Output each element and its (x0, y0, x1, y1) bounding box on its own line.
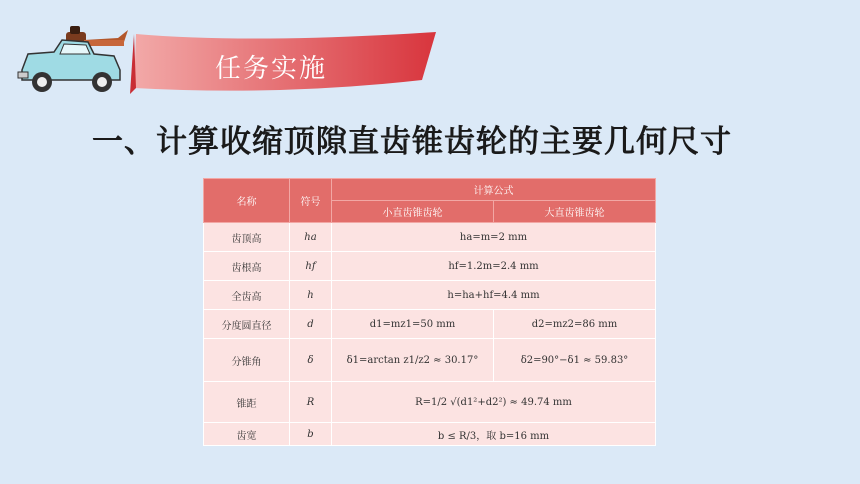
row-large-formula: d2=mz2=86 mm (494, 310, 656, 339)
col-formula-header: 计算公式 (332, 179, 656, 201)
row-symbol: δ (290, 339, 332, 382)
row-formula: R=1/2 √(d1²+d2²) ≈ 49.74 mm (332, 382, 656, 423)
banner-label: 任务实施 (215, 54, 328, 84)
table-row (204, 223, 656, 252)
row-name: 分度圆直径 (204, 310, 290, 339)
row-name: 齿顶高 (204, 223, 290, 252)
row-symbol: b (290, 423, 332, 446)
table-row (204, 382, 656, 423)
row-formula: hf=1.2m=2.4 mm (332, 252, 656, 281)
row-formula: ha=m=2 mm (332, 223, 656, 252)
row-name: 全齿高 (204, 281, 290, 310)
row-name: 齿宽 (204, 423, 290, 446)
table-row (204, 252, 656, 281)
page-title: 一、计算收缩顶隙直齿锥齿轮的主要几何尺寸 (92, 124, 732, 160)
row-large-formula: δ2=90°−δ1 ≈ 59.83° (494, 339, 656, 382)
row-formula: h=ha+hf=4.4 mm (332, 281, 656, 310)
row-formula: b ≤ R/3，取 b=16 mm (332, 423, 656, 446)
col-name-header: 名称 (204, 179, 290, 223)
table-row (204, 339, 656, 382)
row-symbol: ha (290, 223, 332, 252)
row-name: 分锥角 (204, 339, 290, 382)
col-large-gear-header: 大直齿锥齿轮 (494, 201, 656, 223)
row-symbol: R (290, 382, 332, 423)
row-symbol: d (290, 310, 332, 339)
table-row (204, 281, 656, 310)
row-small-formula: δ1=arctan z1/z2 ≈ 30.17° (332, 339, 494, 382)
car-illustration (14, 18, 136, 98)
row-symbol: h (290, 281, 332, 310)
header-row (204, 179, 656, 201)
gear-dimensions-table (203, 178, 656, 446)
table-row (204, 423, 656, 446)
col-small-gear-header: 小直齿锥齿轮 (332, 201, 494, 223)
col-symbol-header: 符号 (290, 179, 332, 223)
table-row (204, 310, 656, 339)
row-symbol: hf (290, 252, 332, 281)
row-name: 锥距 (204, 382, 290, 423)
row-name: 齿根高 (204, 252, 290, 281)
row-small-formula: d1=mz1=50 mm (332, 310, 494, 339)
